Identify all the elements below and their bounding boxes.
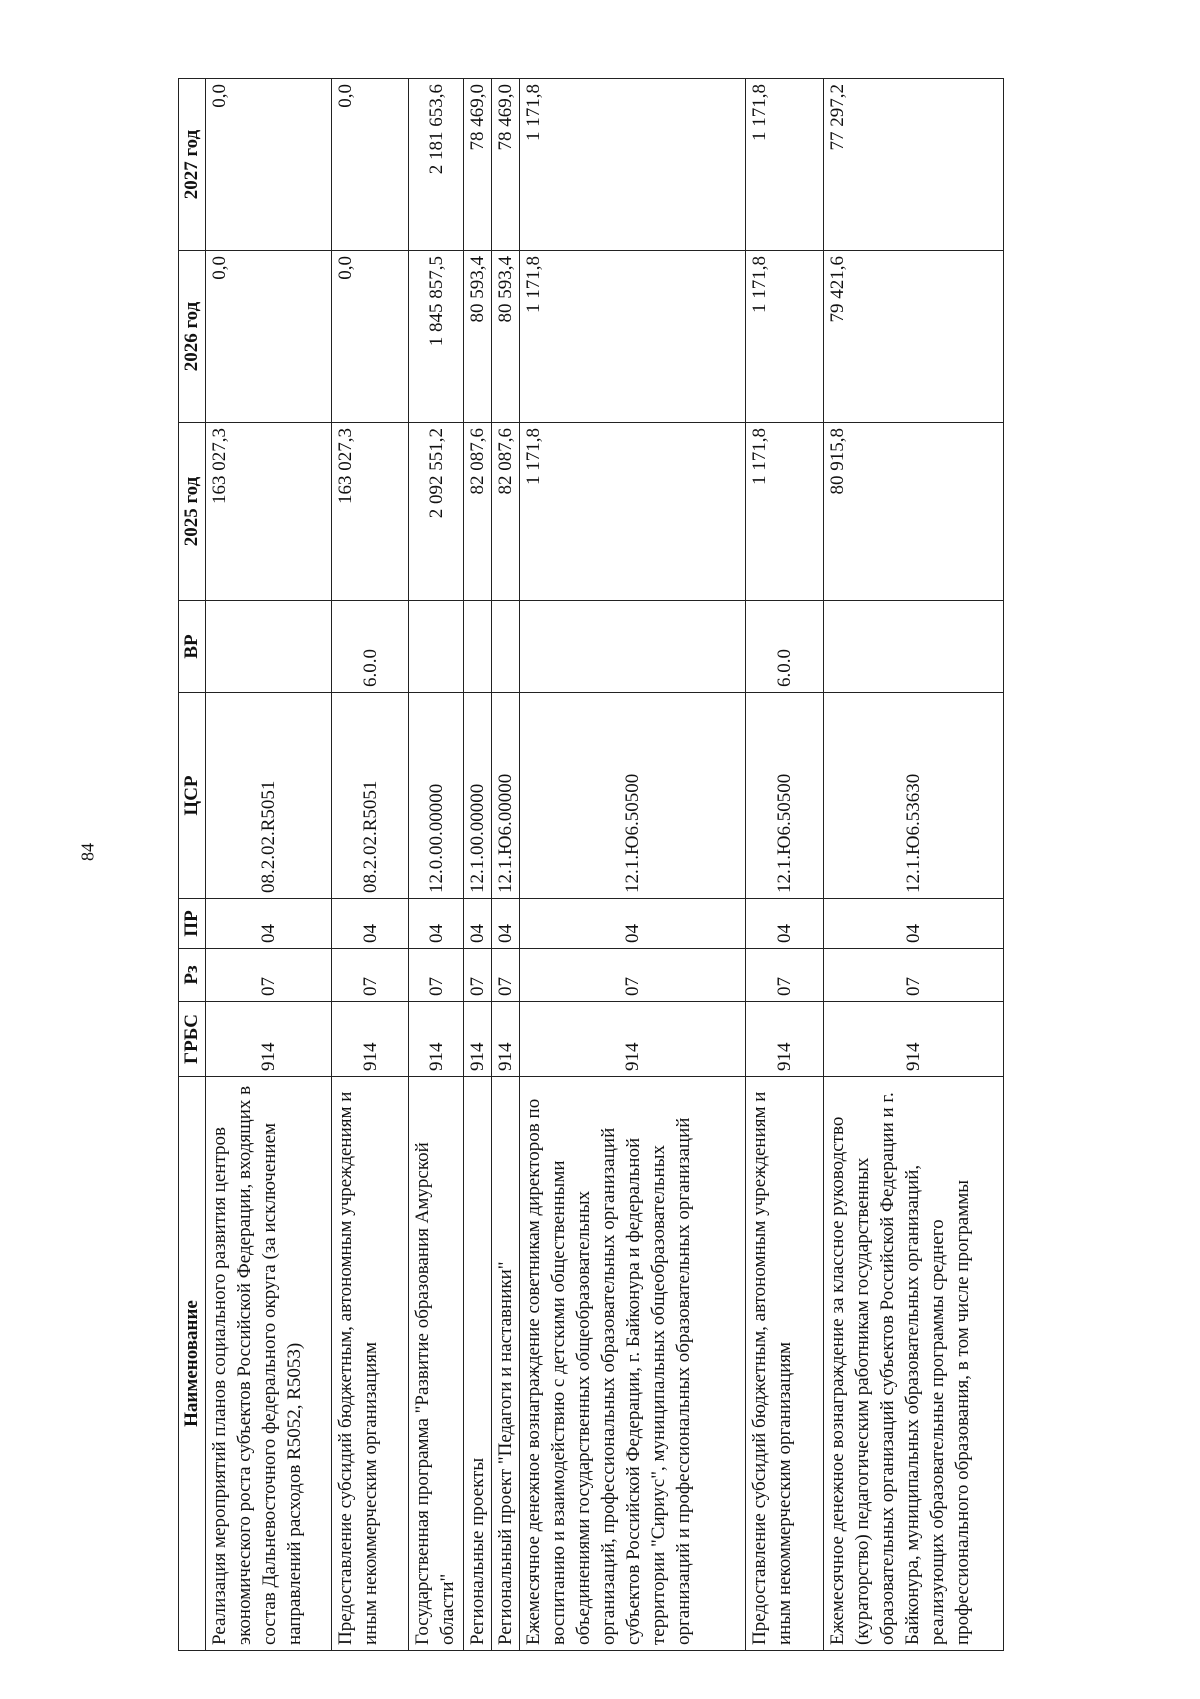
cell-vr bbox=[824, 601, 1004, 693]
cell-2026: 1 845 857,5 bbox=[409, 251, 464, 423]
table-row bbox=[332, 79, 409, 1651]
cell-csr: 12.1.Ю6.50500 bbox=[520, 693, 746, 899]
cell-pr: 04 bbox=[332, 899, 409, 949]
cell-grbs: 914 bbox=[332, 1002, 409, 1077]
cell-grbs: 914 bbox=[746, 1002, 824, 1077]
cell-rz: 07 bbox=[332, 949, 409, 1002]
cell-name: Региональные проекты bbox=[464, 1077, 492, 1651]
cell-vr bbox=[492, 601, 520, 693]
cell-2025: 163 027,3 bbox=[332, 423, 409, 601]
header-2025: 2025 год bbox=[179, 423, 206, 601]
cell-pr: 04 bbox=[206, 899, 332, 949]
cell-name: Предоставление субсидий бюджетным, автономным учреждениям и иным некоммерческим организациям bbox=[746, 1077, 824, 1651]
cell-rz: 07 bbox=[520, 949, 746, 1002]
cell-grbs: 914 bbox=[409, 1002, 464, 1077]
cell-2027: 2 181 653,6 bbox=[409, 79, 464, 251]
table-row bbox=[746, 79, 824, 1651]
cell-pr: 04 bbox=[824, 899, 1004, 949]
cell-pr: 04 bbox=[746, 899, 824, 949]
cell-2026: 0,0 bbox=[332, 251, 409, 423]
cell-rz: 07 bbox=[492, 949, 520, 1002]
cell-grbs: 914 bbox=[824, 1002, 1004, 1077]
header-2027: 2027 год bbox=[179, 79, 206, 251]
cell-2026: 79 421,6 bbox=[824, 251, 1004, 423]
table-row bbox=[520, 79, 746, 1651]
cell-grbs: 914 bbox=[520, 1002, 746, 1077]
cell-csr: 12.1.00.00000 bbox=[464, 693, 492, 899]
cell-rz: 07 bbox=[464, 949, 492, 1002]
cell-2026: 0,0 bbox=[206, 251, 332, 423]
table-row bbox=[464, 79, 492, 1651]
cell-2027: 1 171,8 bbox=[520, 79, 746, 251]
table-row bbox=[206, 79, 332, 1651]
cell-vr: 6.0.0 bbox=[746, 601, 824, 693]
cell-2025: 2 092 551,2 bbox=[409, 423, 464, 601]
cell-csr: 08.2.02.R5051 bbox=[206, 693, 332, 899]
cell-name: Региональный проект "Педагоги и наставники" bbox=[492, 1077, 520, 1651]
cell-2026: 1 171,8 bbox=[520, 251, 746, 423]
page-number: 84 bbox=[77, 843, 98, 861]
cell-csr: 12.1.Ю6.53630 bbox=[824, 693, 1004, 899]
cell-2027: 1 171,8 bbox=[746, 79, 824, 251]
cell-2027: 0,0 bbox=[206, 79, 332, 251]
cell-vr bbox=[206, 601, 332, 693]
table-row bbox=[824, 79, 1004, 1651]
cell-2026: 80 593,4 bbox=[464, 251, 492, 423]
cell-name: Государственная программа "Развитие образования Амурской области" bbox=[409, 1077, 464, 1651]
cell-2026: 1 171,8 bbox=[746, 251, 824, 423]
cell-rz: 07 bbox=[824, 949, 1004, 1002]
cell-2025: 163 027,3 bbox=[206, 423, 332, 601]
table-row bbox=[492, 79, 520, 1651]
header-rz: Рз bbox=[179, 949, 206, 1002]
cell-2027: 78 469,0 bbox=[464, 79, 492, 251]
cell-pr: 04 bbox=[464, 899, 492, 949]
cell-name: Ежемесячное денежное вознаграждение советникам директоров по воспитанию и взаимодействию с детскими общественными объединениями государственных общеобразовательных организаций, профессиональных образовательных организаций субъектов Российской Федерации, г. Байконура и федеральной территории "Сириус", муниципальных общеобразовательных организаций и профессиональных образовательных организаций bbox=[520, 1077, 746, 1651]
cell-name: Ежемесячное денежное вознаграждение за классное руководство (кураторство) педагогическим работникам государственных образовательных организаций субъектов Российской Федерации и г. Байконура, муниципальных образовательных организаций, реализующих образовательные программы среднего профессионального образования, в том числе программы bbox=[824, 1077, 1004, 1651]
cell-2027: 0,0 bbox=[332, 79, 409, 251]
cell-grbs: 914 bbox=[492, 1002, 520, 1077]
cell-2025: 1 171,8 bbox=[520, 423, 746, 601]
table-header-row bbox=[179, 79, 206, 1651]
table-row bbox=[409, 79, 464, 1651]
budget-table bbox=[178, 78, 1004, 1651]
header-csr: ЦСР bbox=[179, 693, 206, 899]
cell-csr: 08.2.02.R5051 bbox=[332, 693, 409, 899]
cell-2025: 1 171,8 bbox=[746, 423, 824, 601]
cell-vr bbox=[409, 601, 464, 693]
cell-2027: 77 297,2 bbox=[824, 79, 1004, 251]
header-vr: ВР bbox=[179, 601, 206, 693]
cell-rz: 07 bbox=[746, 949, 824, 1002]
cell-2027: 78 469,0 bbox=[492, 79, 520, 251]
cell-2026: 80 593,4 bbox=[492, 251, 520, 423]
cell-csr: 12.0.00.00000 bbox=[409, 693, 464, 899]
cell-2025: 80 915,8 bbox=[824, 423, 1004, 601]
cell-rz: 07 bbox=[206, 949, 332, 1002]
cell-csr: 12.1.Ю6.00000 bbox=[492, 693, 520, 899]
cell-rz: 07 bbox=[409, 949, 464, 1002]
cell-2025: 82 087,6 bbox=[492, 423, 520, 601]
header-2026: 2026 год bbox=[179, 251, 206, 423]
cell-csr: 12.1.Ю6.50500 bbox=[746, 693, 824, 899]
cell-vr bbox=[464, 601, 492, 693]
cell-grbs: 914 bbox=[206, 1002, 332, 1077]
cell-pr: 04 bbox=[409, 899, 464, 949]
header-name: Наименование bbox=[179, 1077, 206, 1651]
header-pr: ПР bbox=[179, 899, 206, 949]
cell-pr: 04 bbox=[492, 899, 520, 949]
header-grbs: ГРБС bbox=[179, 1002, 206, 1077]
rotated-page bbox=[178, 79, 1180, 1651]
cell-name: Предоставление субсидий бюджетным, автономным учреждениям и иным некоммерческим организациям bbox=[332, 1077, 409, 1651]
cell-vr: 6.0.0 bbox=[332, 601, 409, 693]
cell-vr bbox=[520, 601, 746, 693]
cell-2025: 82 087,6 bbox=[464, 423, 492, 601]
cell-grbs: 914 bbox=[464, 1002, 492, 1077]
cell-name: Реализация мероприятий планов социального развития центров экономического роста субъектов Российской Федерации, входящих в состав Дальневосточного федерального округа (за исключением направлений расходов R5052, R5053) bbox=[206, 1077, 332, 1651]
cell-pr: 04 bbox=[520, 899, 746, 949]
